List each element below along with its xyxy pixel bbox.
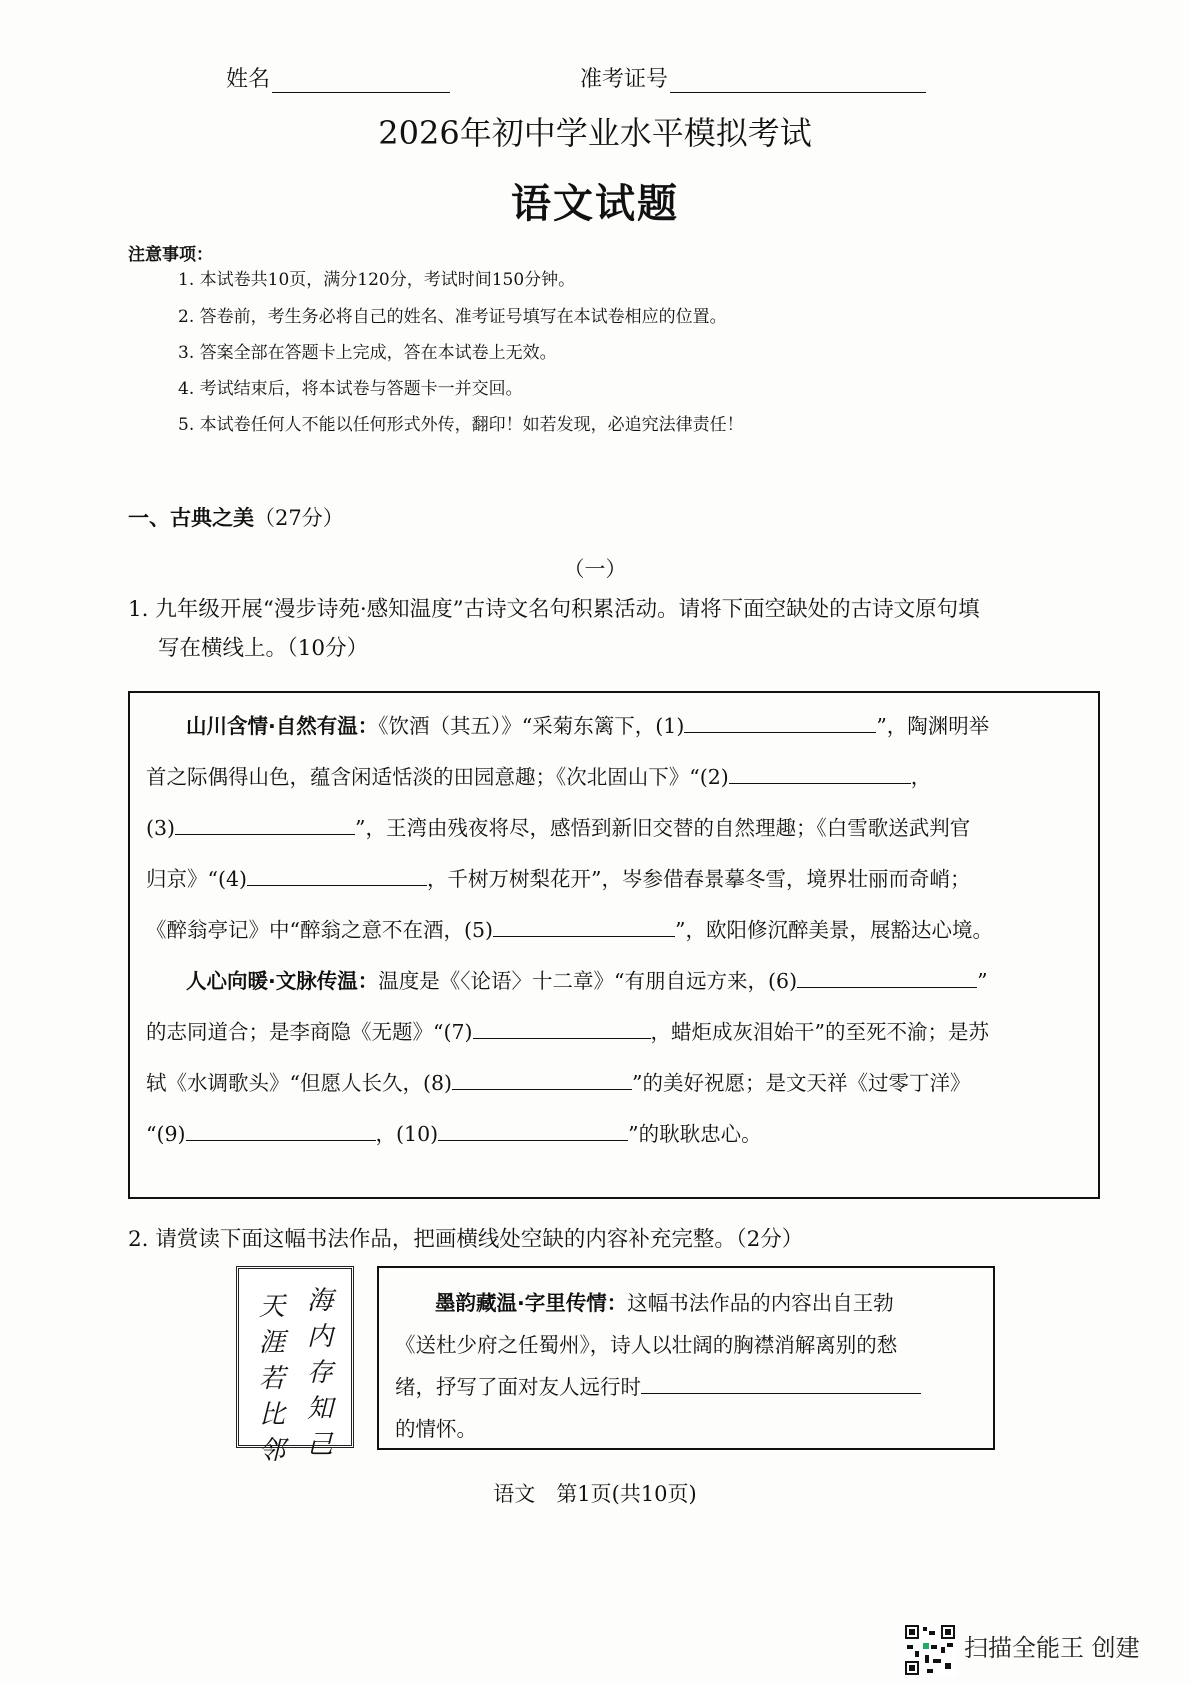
- box-text: 归京》“(4): [146, 867, 248, 891]
- notice-item: 3. 答案全部在答题卡上完成，答在本试卷上无效。: [178, 343, 557, 363]
- exam-id-underline: [670, 72, 926, 93]
- box-line: [146, 1015, 1086, 1045]
- box-line: [146, 913, 1086, 943]
- box-line: [146, 1066, 1086, 1096]
- notice-item: 2. 答卷前，考生务必将自己的姓名、准考证号填写在本试卷相应的位置。: [178, 307, 727, 327]
- box-text: ，: [910, 765, 932, 789]
- answer-blank-8[interactable]: [452, 1071, 632, 1090]
- scanner-watermark: 扫描全能王 创建: [964, 1634, 1140, 1662]
- box-text: ，千树万树梨花开”，岑参借春景摹冬雪，境界壮丽而奇峭；: [427, 867, 971, 891]
- page-footer: 语文 第1页(共10页): [493, 1482, 697, 1506]
- box-line: [146, 709, 1086, 739]
- qr-code-icon: [903, 1623, 957, 1677]
- name-label: 姓名: [226, 67, 271, 92]
- calligraphy-column-left: 天 涯 若 比 邻: [258, 1292, 285, 1466]
- box-line: 的情怀。: [395, 1417, 477, 1441]
- part-heading: （一）: [563, 557, 627, 581]
- calligraphy-artwork: [236, 1266, 354, 1466]
- box-text: (3): [146, 816, 176, 840]
- box-text: 首之际偶得山色，蕴含闲适恬淡的田园意趣；《次北固山下》“(2): [146, 765, 729, 789]
- box-text: ”，欧阳修沉醉美景，展豁达心境。: [675, 918, 994, 942]
- answer-blank-9[interactable]: [186, 1122, 376, 1141]
- notice-item: 4. 考试结束后，将本试卷与答题卡一并交回。: [178, 379, 523, 399]
- box-text: ”的美好祝愿；是文天祥《过零丁洋》: [632, 1071, 971, 1095]
- box-line: [146, 964, 1086, 994]
- notice-item: 5. 本试卷任何人不能以任何形式外传，翻印！如若发现，必追究法律责任！: [178, 415, 744, 435]
- box-line: [146, 862, 1086, 892]
- name-field[interactable]: [226, 62, 450, 93]
- answer-blank-2[interactable]: [729, 765, 911, 784]
- box-text: 温度是《〈论语〉十二章》“有朋自远方来，(6): [378, 969, 798, 993]
- box-heading: 山川含情·自然有温：: [186, 714, 379, 738]
- box-text: 绪，抒写了面对友人远行时: [395, 1375, 641, 1399]
- box-line: [395, 1286, 894, 1316]
- box-heading: 墨韵藏温·字里传情：: [435, 1291, 628, 1315]
- box-line: [146, 1117, 1086, 1147]
- section-score: （27分）: [254, 506, 344, 530]
- section-title: 一、古典之美: [128, 506, 254, 530]
- question-2: 2. 请赏读下面这幅书法作品，把画横线处空缺的内容补充完整。（2分）: [128, 1227, 804, 1252]
- box-line: [395, 1370, 921, 1400]
- question-1: [128, 590, 1108, 668]
- calligraphy-column-right: 海 内 存 知 己: [306, 1286, 333, 1460]
- answer-blank-1[interactable]: [684, 714, 876, 733]
- box-line: [146, 811, 1086, 841]
- answer-blank-4[interactable]: [247, 867, 427, 886]
- answer-blank-10[interactable]: [438, 1122, 628, 1141]
- answer-blank-3[interactable]: [175, 816, 355, 835]
- box-text: ”的耿耿忠心。: [628, 1122, 762, 1146]
- question-1-box: [128, 691, 1100, 1199]
- question-1-line: 写在横线上。（10分）: [158, 636, 369, 661]
- question-2-box: [377, 1266, 995, 1450]
- box-line: [146, 760, 1086, 790]
- section-heading: [128, 502, 344, 532]
- box-text: ，(10): [375, 1122, 439, 1146]
- box-text: 的志同道合；是李商隐《无题》“(7): [146, 1020, 473, 1044]
- notice-title: 注意事项：: [128, 245, 213, 265]
- box-text: ”，陶渊明举: [876, 714, 990, 738]
- box-text: 这幅书法作品的内容出自王勃: [627, 1291, 894, 1315]
- page-title: 2026年初中学业水平模拟考试: [378, 114, 812, 152]
- answer-blank-q2[interactable]: [641, 1375, 921, 1394]
- box-text: 《醉翁亭记》中“醉翁之意不在酒，(5): [146, 918, 494, 942]
- box-text: ”: [977, 969, 988, 993]
- box-text: ，蜡炬成灰泪始干”的至死不渝；是苏: [650, 1020, 990, 1044]
- box-text: “(9): [146, 1122, 186, 1146]
- question-1-line: 1. 九年级开展“漫步诗苑·感知温度”古诗文名句积累活动。请将下面空缺处的古诗文原句填: [128, 597, 980, 622]
- answer-blank-6[interactable]: [797, 969, 977, 988]
- exam-id-field[interactable]: [580, 62, 926, 93]
- page-subtitle: 语文试题: [511, 180, 679, 227]
- box-text: 《饮酒（其五）》“采菊东篱下，(1): [378, 714, 685, 738]
- box-text: 轼《水调歌头》“但愿人长久，(8): [146, 1071, 453, 1095]
- box-text: ”，王湾由残夜将尽，感悟到新旧交替的自然理趣；《白雪歌送武判官: [355, 816, 971, 840]
- answer-blank-5[interactable]: [493, 918, 675, 937]
- exam-id-label: 准考证号: [580, 67, 669, 92]
- name-underline: [272, 72, 450, 93]
- notice-item: 1. 本试卷共10页，满分120分，考试时间150分钟。: [178, 270, 576, 290]
- box-heading: 人心向暖·文脉传温：: [186, 969, 379, 993]
- answer-blank-7[interactable]: [473, 1020, 651, 1039]
- box-line: 《送杜少府之任蜀州》，诗人以壮阔的胸襟消解离别的愁: [395, 1333, 898, 1357]
